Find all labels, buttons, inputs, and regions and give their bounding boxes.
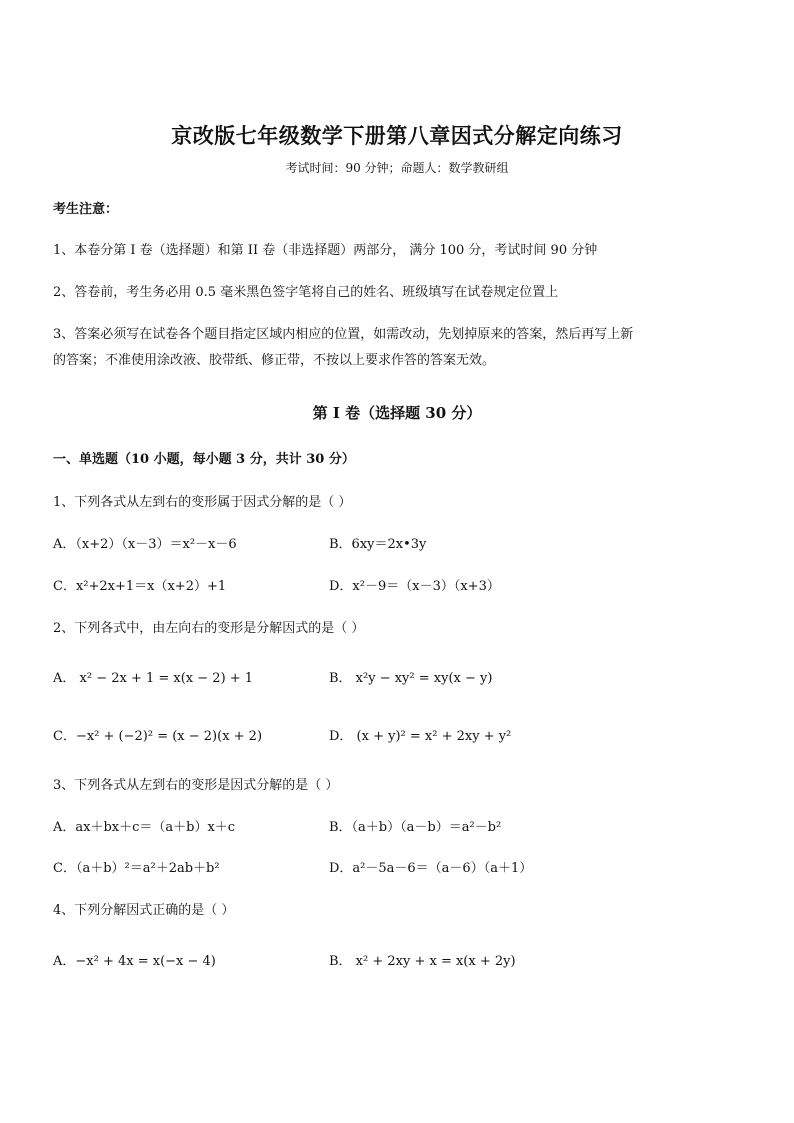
notice-item-3: 3、答案必须写在试卷各个题目指定区域内相应的位置，如需改动，先划掉原来的答案，然后再写上新 — [53, 327, 634, 342]
notice-item-1: 1、本卷分第 I 卷（选择题）和第 II 卷（非选择题）两部分， 满分 100 分，考试时间 90 分钟 — [53, 243, 598, 258]
question-3-stem: 3、下列各式从左到右的变形是因式分解的是（ ） — [53, 778, 339, 793]
section-title: 第 I 卷（选择题 30 分） — [312, 404, 482, 422]
question-1-option-b[interactable]: B．6xy＝2x•3y — [329, 537, 427, 552]
question-3-option-c[interactable]: C．（a＋b）²＝a²＋2ab＋b² — [53, 861, 220, 876]
question-4-option-a[interactable]: A．−x² + 4x = x(−x − 4) — [53, 954, 216, 969]
notice-item-3-cont: 的答案；不准使用涂改液、胶带纸、修正带，不按以上要求作答的答案无效。 — [53, 353, 496, 368]
question-2-option-a[interactable]: A． x² − 2x + 1 = x(x − 2) + 1 — [53, 671, 254, 686]
question-1-option-c[interactable]: C．x²+2x+1＝x（x+2）+1 — [53, 579, 227, 594]
question-1-stem: 1、下列各式从左到右的变形属于因式分解的是（ ） — [53, 495, 352, 510]
part-heading: 一、单选题（10 小题，每小题 3 分，共计 30 分） — [53, 452, 355, 467]
question-2-option-c[interactable]: C．−x² + (−2)² = (x − 2)(x + 2) — [53, 729, 263, 744]
question-4-stem: 4、下列分解因式正确的是（ ） — [53, 903, 235, 918]
question-3-option-b[interactable]: B．（a＋b）（a－b）＝a²－b² — [329, 820, 502, 835]
question-3-option-a[interactable]: A．ax＋bx＋c＝（a＋b）x＋c — [53, 820, 236, 835]
question-1-option-a[interactable]: A．（x+2）（x－3）＝x²－x－6 — [53, 537, 237, 552]
question-4-option-b[interactable]: B． x² + 2xy + x = x(x + 2y) — [329, 954, 516, 969]
question-2-stem: 2、下列各式中，由左向右的变形是分解因式的是（ ） — [53, 621, 365, 636]
notice-item-2: 2、答卷前，考生务必用 0.5 毫米黑色签字笔将自己的姓名、班级填写在试卷规定位置上 — [53, 285, 559, 300]
question-3-option-d[interactable]: D．a²－5a－6＝（a－6）（a＋1） — [329, 861, 533, 876]
question-2-option-b[interactable]: B． x²y − xy² = xy(x − y) — [329, 671, 493, 686]
notice-heading: 考生注意： — [53, 202, 119, 217]
exam-info: 考试时间：90 分钟；命题人：数学教研组 — [285, 161, 509, 175]
question-2-option-d[interactable]: D． (x + y)² = x² + 2xy + y² — [329, 729, 512, 744]
page-title: 京改版七年级数学下册第八章因式分解定向练习 — [171, 123, 623, 148]
question-1-option-d[interactable]: D．x²－9＝（x－3）（x+3） — [329, 579, 500, 594]
